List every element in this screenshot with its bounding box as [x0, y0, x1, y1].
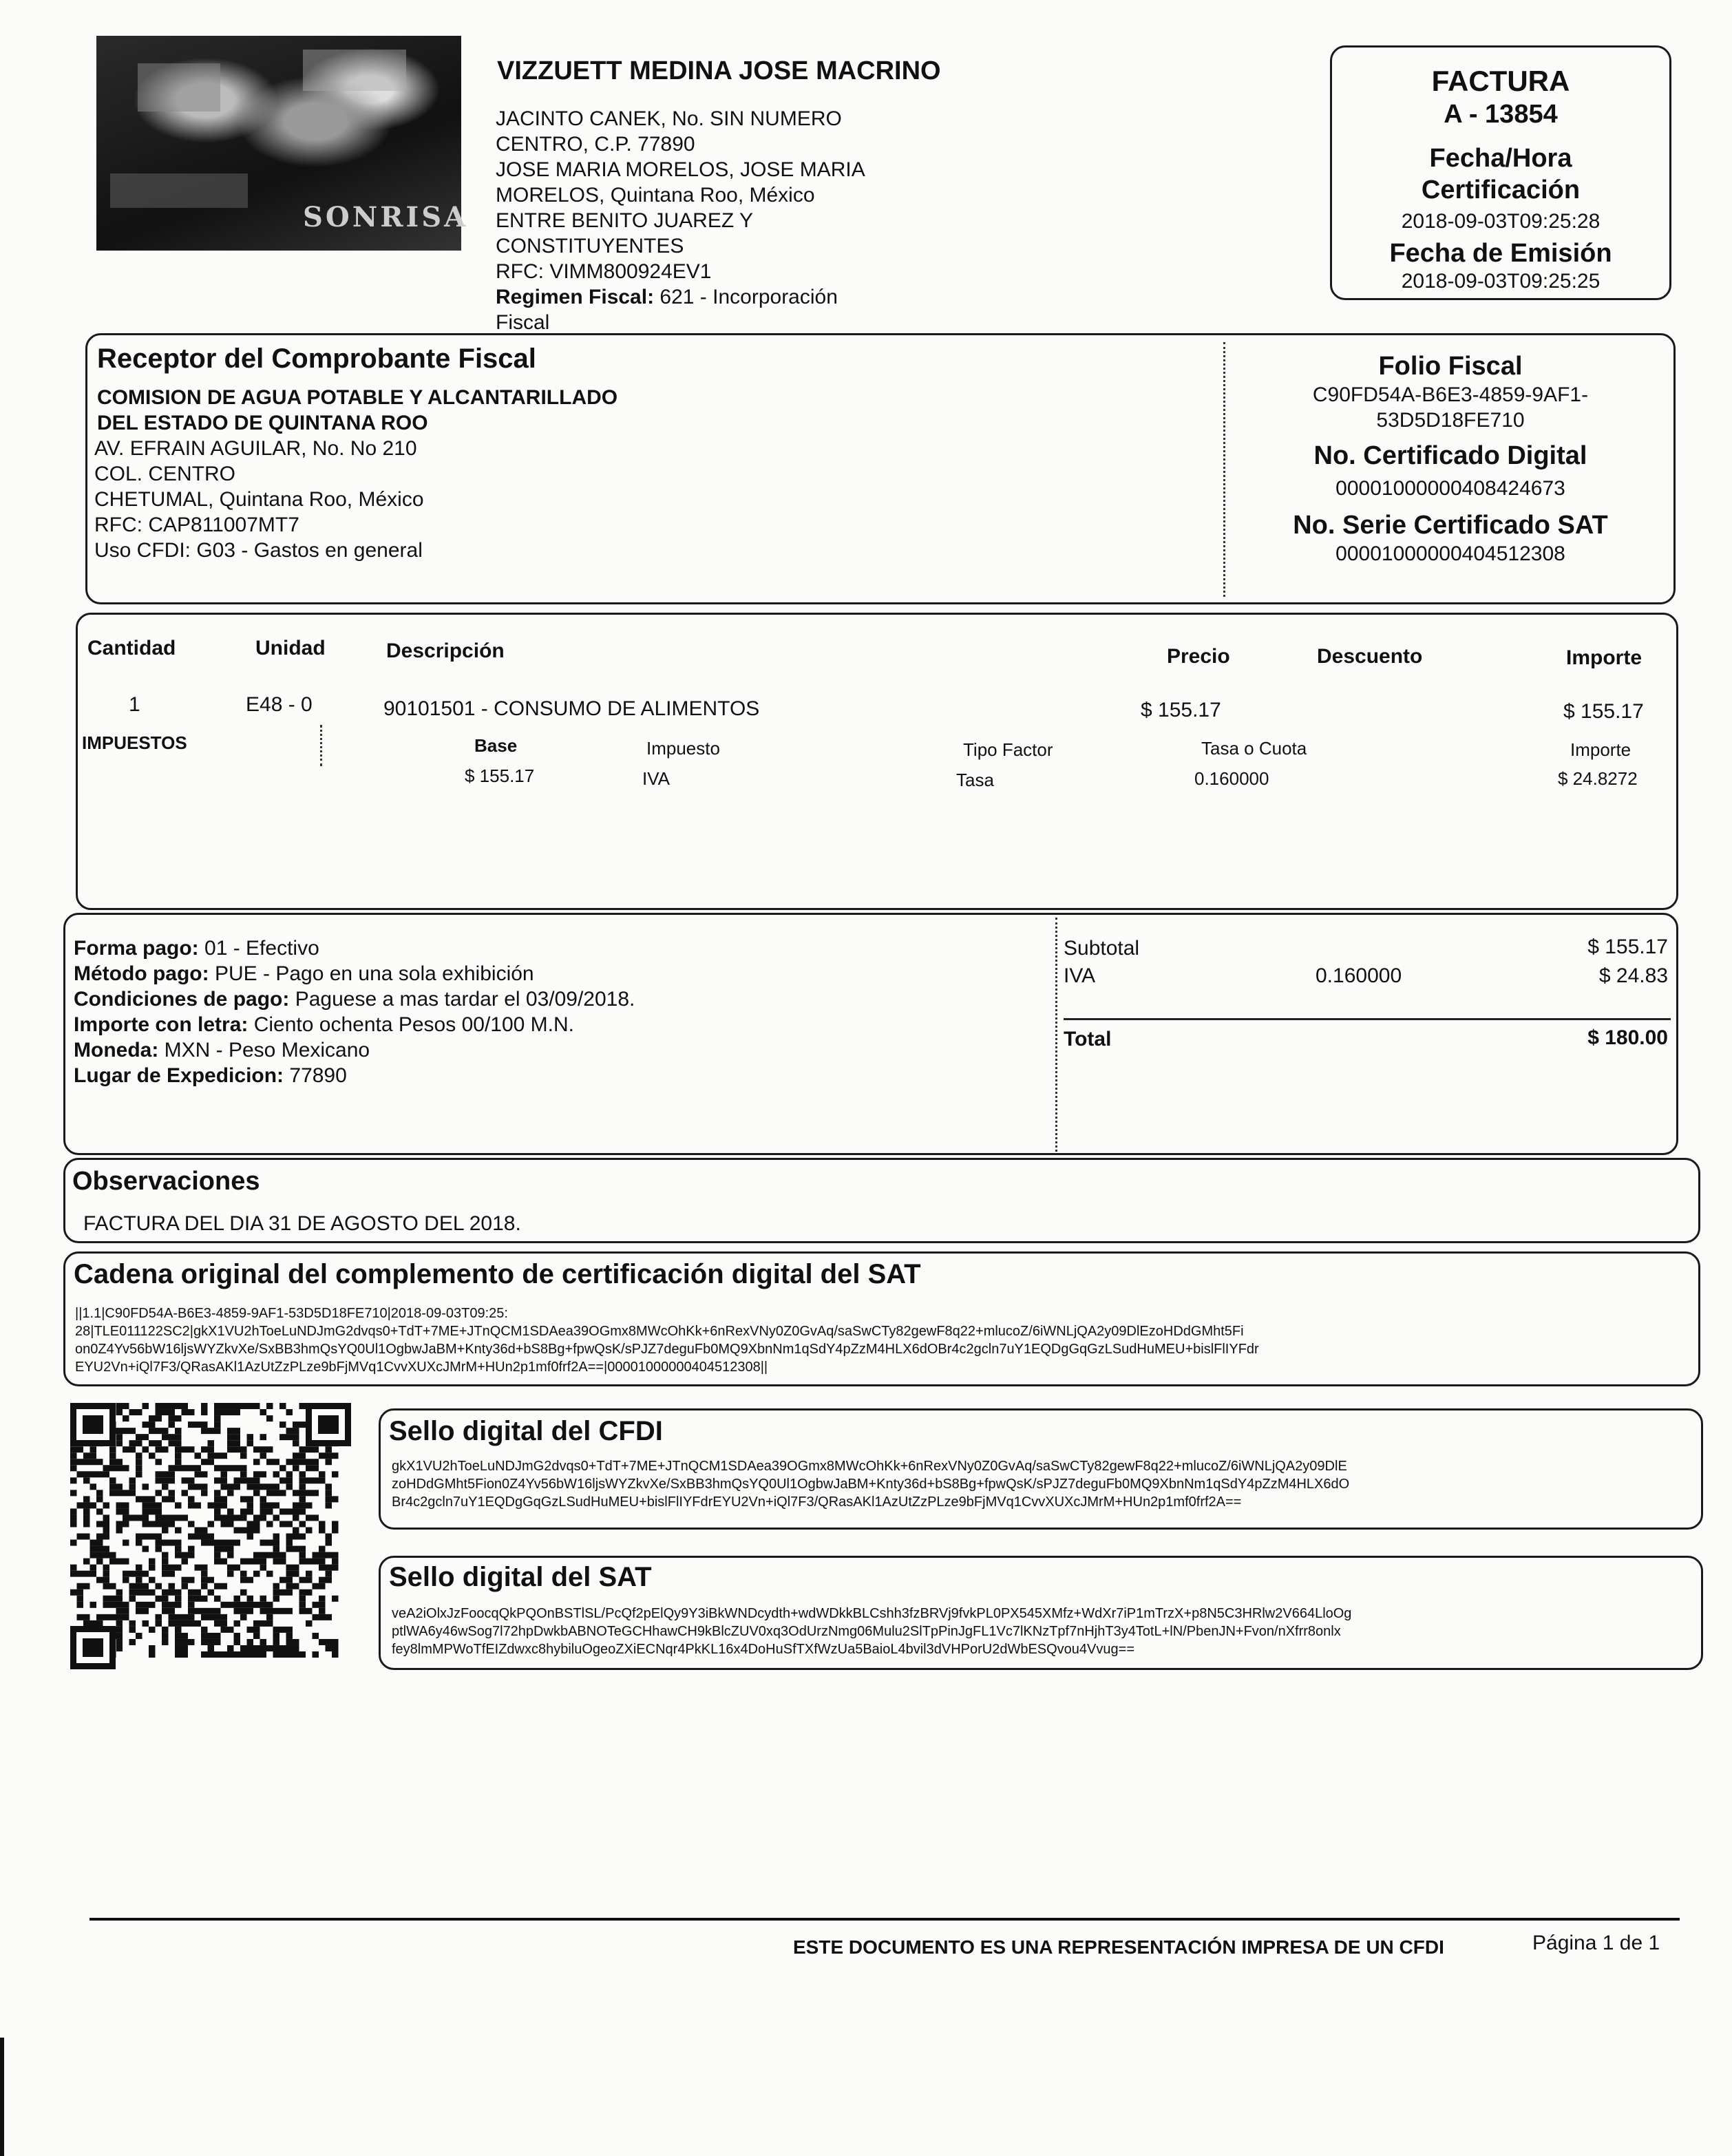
issuer-logo: [96, 36, 469, 251]
header-unidad: Unidad: [255, 637, 326, 659]
sello-sat-heading: Sello digital del SAT: [389, 1562, 652, 1592]
tax-divider: [320, 725, 322, 766]
tax-header-base: Base: [474, 735, 518, 756]
tax-label: IMPUESTOS: [82, 732, 187, 753]
observations-heading: Observaciones: [72, 1167, 260, 1196]
regimen-value: 621 - Incorporación: [654, 286, 838, 308]
observations-box: [63, 1158, 1700, 1243]
fiscal-info: [1230, 350, 1671, 567]
footer-page: Página 1 de 1: [1532, 1932, 1660, 1954]
iva-label: IVA: [1064, 964, 1096, 987]
invoice-number: A - 13854: [1444, 100, 1558, 129]
tax-header-tasa: Tasa o Cuota: [1201, 738, 1307, 759]
logo-text: SONRISA: [303, 201, 469, 233]
condiciones-pago: [74, 986, 635, 1012]
receiver-box: [85, 333, 1676, 604]
issuer-regimen: [496, 284, 922, 310]
qr-code: [69, 1402, 352, 1671]
sello-cfdi-box: [379, 1408, 1703, 1530]
issuer-address-line: JOSE MARIA MORELOS, JOSE MARIA: [496, 158, 865, 181]
sello-sat-text: [392, 1605, 1693, 1658]
subtotal-label: Subtotal: [1064, 937, 1140, 960]
receiver-colonia: COL. CENTRO: [94, 463, 236, 485]
cert-date: 2018-09-03T09:25:28: [1401, 210, 1601, 233]
receiver-city: CHETUMAL, Quintana Roo, México: [94, 488, 424, 511]
receiver-uso-cfdi: Uso CFDI: G03 - Gastos en general: [94, 539, 423, 562]
cadena-line: 28|TLE011122SC2|gkX1VU2hToeLuNDJmG2dvqs0+TdT+7ME+JTnQCM1SDAea39OGmx8MWcOhKk+6nRexVNy0Z0GvAq/saSwCTy82gewF8q22+mlucoZ/6iWNLjQA2y09DlEzoHDdGMht5Fi: [75, 1324, 1244, 1339]
receiver-name-line: DEL ESTADO DE QUINTANA ROO: [97, 412, 428, 434]
total-value: $ 180.00: [1587, 1026, 1668, 1049]
payment-info: [74, 936, 635, 1088]
sello-sat-box: [379, 1556, 1703, 1670]
tax-tipo: Tasa: [956, 770, 994, 790]
totals-rule: [1064, 1018, 1671, 1020]
totals-divider: [1055, 918, 1057, 1152]
sello-sat-line: fey8lmMPWoTfEIZdwxc8hybiluOgeoZXiECNqr4PkKL16x4DoHuSfTXfWzUa5BaioL4bvil3dVHPorU2dWbESQvou4Vvug==: [392, 1642, 1134, 1657]
issuer-address-line: JACINTO CANEK, No. SIN NUMERO: [496, 107, 842, 130]
header-cantidad: Cantidad: [87, 637, 176, 659]
issuer-address-line: CENTRO, C.P. 77890: [496, 133, 695, 156]
items-box: [76, 613, 1678, 910]
cert-label-1: Fecha/Hora: [1429, 144, 1572, 173]
lugar-expedicion-value: 77890: [284, 1064, 347, 1087]
regimen-value-cont: Fiscal: [496, 311, 550, 334]
issuer-address-line: MORELOS, Quintana Roo, México: [496, 184, 815, 207]
moneda: [74, 1037, 635, 1063]
tax-importe: $ 24.8272: [1558, 768, 1638, 789]
iva-value: $ 24.83: [1598, 964, 1668, 987]
condiciones-pago-label: Condiciones de pago:: [74, 988, 290, 1011]
receiver-address: AV. EFRAIN AGUILAR, No. No 210: [94, 437, 417, 460]
moneda-value: MXN - Peso Mexicano: [158, 1039, 370, 1061]
cadena-line: on0Z4Yv56bW16ljsWYZkvXe/SxBB3hmQsYQ0Ul1OgbwJaBM+Knty36d+bS8Bg+fpwQsK/sPJZ7deguFb0MQ9XbnNm1qSdY4pZzM4HLX6dOBr4c2gcln7uY1EQDgGqGzLSudHuMEU+bislFlIYFdr: [75, 1342, 1259, 1357]
receiver-divider: [1223, 342, 1225, 597]
condiciones-pago-value: Paguese a mas tardar el 03/09/2018.: [289, 988, 635, 1011]
emission-label: Fecha de Emisión: [1389, 239, 1612, 268]
cadena-box: [63, 1251, 1700, 1386]
cadena-heading: Cadena original del complemento de certificación digital del SAT: [74, 1259, 921, 1289]
tax-header-tipo: Tipo Factor: [963, 739, 1053, 760]
forma-pago: [74, 936, 635, 961]
tax-header-importe: Importe: [1570, 739, 1631, 760]
cadena-line: EYU2Vn+iQl7F3/QRasAKl1AzUtZzPLze9bFjMVq1CvvXUXcJMrM+HUn2p1mf0frf2A==|00001000000404512308||: [75, 1360, 768, 1375]
header-importe: Importe: [1566, 646, 1643, 669]
cadena-line: ||1.1|C90FD54A-B6E3-4859-9AF1-53D5D18FE710|2018-09-03T09:25:: [75, 1306, 508, 1321]
total-label: Total: [1064, 1028, 1112, 1050]
importe-letra-label: Importe con letra:: [74, 1013, 249, 1036]
cert-label-2: Certificación: [1421, 176, 1581, 204]
folio-value: C90FD54A-B6E3-4859-9AF1-: [1312, 383, 1589, 406]
header-descuento: Descuento: [1317, 645, 1423, 668]
lugar-expedicion: [74, 1063, 635, 1088]
receiver-heading: Receptor del Comprobante Fiscal: [97, 344, 536, 374]
row-precio: $ 155.17: [1141, 699, 1221, 721]
row-descripcion: 90101501 - CONSUMO DE ALIMENTOS: [383, 697, 760, 720]
sat-serial-value: 00001000000404512308: [1335, 542, 1565, 565]
issuer-address-line: CONSTITUYENTES: [496, 235, 684, 257]
metodo-pago-value: PUE - Pago en una sola exhibición: [209, 962, 534, 985]
tax-base: $ 155.17: [465, 765, 535, 786]
sello-sat-line: veA2iOlxJzFoocqQkPQOnBSTlSL/PcQf2pElQy9Y3iBkWNDcydth+wdWDkkBLCshh3fzBRVj9fvkPL0PX545XMfz+WdXr7iP1mTrzX+p8N5C3HRlw2V664LloOg: [392, 1606, 1352, 1621]
receiver-rfc: RFC: CAP811007MT7: [94, 514, 299, 536]
invoice-box: [1330, 45, 1671, 300]
folio-value-cont: 53D5D18FE710: [1376, 409, 1525, 432]
receiver-details: [94, 436, 424, 563]
sello-cfdi-text: [392, 1457, 1693, 1511]
issuer-rfc: RFC: VIMM800924EV1: [496, 260, 712, 283]
issuer-address: [496, 106, 922, 335]
receiver-name-line: COMISION DE AGUA POTABLE Y ALCANTARILLADO: [97, 386, 618, 409]
sat-serial-label: No. Serie Certificado SAT: [1293, 511, 1608, 540]
forma-pago-value: 01 - Efectivo: [198, 937, 319, 960]
sello-cfdi-line: gkX1VU2hToeLuNDJmG2dvqs0+TdT+7ME+JTnQCM1SDAea39OGmx8MWcOhKk+6nRexVNy0Z0GvAq/saSwCTy82gewF8q22+mlucoZ/6iWNLjQA2y09DlE: [392, 1459, 1347, 1474]
footer-statement: ESTE DOCUMENTO ES UNA REPRESENTACIÓN IMPRESA DE UN CFDI: [793, 1936, 1444, 1958]
header-precio: Precio: [1167, 645, 1230, 668]
subtotal-value: $ 155.17: [1587, 936, 1668, 958]
issuer-name: VIZZUETT MEDINA JOSE MACRINO: [497, 56, 941, 85]
scan-edge: [0, 2038, 4, 2156]
regimen-label: Regimen Fiscal:: [496, 286, 655, 308]
folio-label: Folio Fiscal: [1378, 352, 1523, 381]
cadena-text: [75, 1304, 1693, 1376]
importe-letra-value: Ciento ochenta Pesos 00/100 M.N.: [248, 1013, 574, 1036]
tax-impuesto: IVA: [642, 768, 670, 789]
sello-cfdi-line: Br4c2gcln7uY1EQDgGqGzLSudHuMEU+bislFlIYFdrEYU2Vn+iQl7F3/QRasAKl1AzUtZzPLze9bFjMVq1CvvXUXcJMrM+HUn2p1mf0frf2A==: [392, 1494, 1242, 1510]
metodo-pago: [74, 961, 635, 986]
forma-pago-label: Forma pago:: [74, 937, 199, 960]
importe-letra: [74, 1012, 635, 1037]
tax-tasa: 0.160000: [1194, 768, 1269, 789]
metodo-pago-label: Método pago:: [74, 962, 209, 985]
header-descripcion: Descripción: [386, 640, 505, 662]
sello-cfdi-heading: Sello digital del CFDI: [389, 1416, 663, 1446]
row-cantidad: 1: [129, 693, 140, 716]
cert-digital-label: No. Certificado Digital: [1313, 441, 1587, 470]
iva-rate: 0.160000: [1316, 964, 1402, 987]
tax-header-impuesto: Impuesto: [646, 738, 720, 759]
payment-box: [63, 913, 1678, 1155]
emission-date: 2018-09-03T09:25:25: [1401, 270, 1601, 293]
row-unidad: E48 - 0: [246, 693, 313, 716]
invoice-title: FACTURA: [1431, 65, 1570, 97]
observations-text: FACTURA DEL DIA 31 DE AGOSTO DEL 2018.: [83, 1212, 521, 1235]
sello-cfdi-line: zoHDdGMht5Fion0Z4Yv56bW16ljsWYZkvXe/SxBB3hmQsYQ0Ul1OgbwJaBM+Knty36d+bS8Bg+fpwQsK/sPJZ7deguFb0MQ9XbnNm1qSdY4pZzM4HLX6dO: [392, 1477, 1350, 1492]
moneda-label: Moneda:: [74, 1039, 159, 1061]
receiver-name: [97, 385, 617, 436]
footer-rule: [89, 1918, 1680, 1921]
issuer-address-line: ENTRE BENITO JUAREZ Y: [496, 209, 753, 232]
sello-sat-line: ptlWA6y46wSog7l72hpDwkbABNOTeGCHhawCH9kBlcZUV0xq3OdUrzNmg06Mulu2SlTpPinJgFL1Vc7lKNzTpf7nHjhT3y4TotL+lN/PbenJN+Fvon/nXfrr8onlx: [392, 1624, 1341, 1639]
lugar-expedicion-label: Lugar de Expedicion:: [74, 1064, 284, 1087]
row-importe: $ 155.17: [1563, 700, 1644, 723]
cert-digital-value: 00001000000408424673: [1335, 477, 1565, 500]
